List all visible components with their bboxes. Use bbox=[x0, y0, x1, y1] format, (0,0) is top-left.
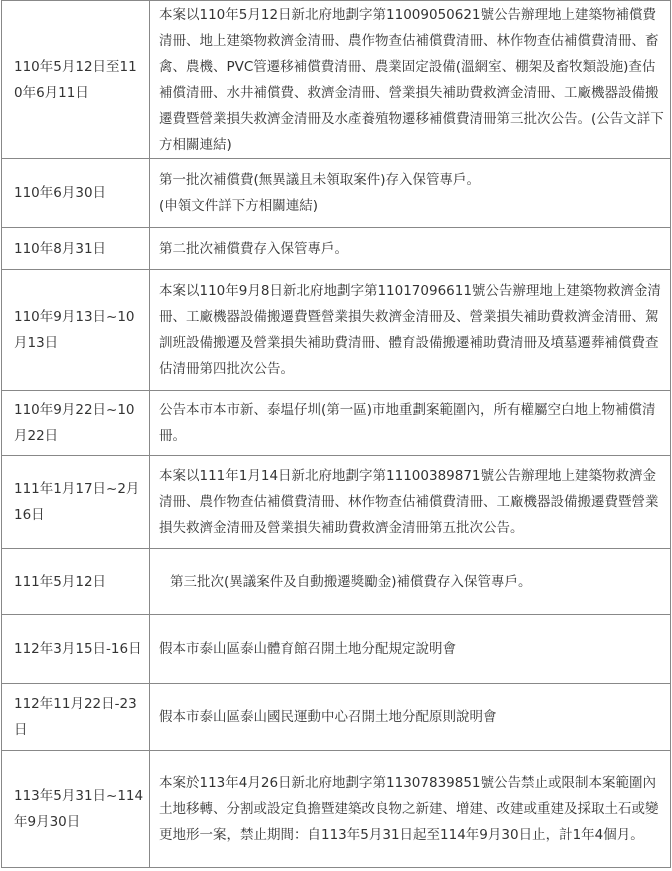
row-description bbox=[150, 456, 671, 549]
table-row bbox=[2, 1, 671, 159]
description-text: 第三批次(異議案件及自動搬遷獎勵金)補償費存入保管專戶。 bbox=[170, 573, 532, 590]
description-text: 假本市泰山區泰山體育館召開土地分配規定說明會 bbox=[159, 641, 456, 657]
row-date: 112年3月15日-16日 bbox=[2, 615, 150, 684]
row-description bbox=[150, 391, 671, 456]
table-row bbox=[2, 615, 671, 684]
row-date: 110年5月12日至110年6月11日 bbox=[2, 1, 150, 159]
schedule-table bbox=[1, 0, 671, 868]
description-text: 本案以110年9月8日新北府地劃字第11017096611號公告辦理地上建築物救濟金清冊、工廠機器設備搬遷費暨營業損失救濟金清冊及、營業損失補助費救濟金清冊、駕訓班設備搬遷及營業損失補助費清冊、體育設備搬遷補助費清冊及墳墓遷葬補償費查估清冊第四批次公告。 bbox=[159, 283, 661, 377]
row-description bbox=[150, 159, 671, 228]
row-description bbox=[150, 615, 671, 684]
description-text: 公告本市本市新、泰塭仔圳(第一區)市地重劃案範圍內，所有權屬空白地上物補償清冊。 bbox=[159, 402, 656, 444]
table-row bbox=[2, 159, 671, 228]
row-date: 111年1月17日~2月16日 bbox=[2, 456, 150, 549]
row-description bbox=[150, 684, 671, 751]
row-date: 110年6月30日 bbox=[2, 159, 150, 228]
row-description bbox=[150, 270, 671, 391]
description-text: 假本市泰山區泰山國民運動中心召開土地分配原則說明會 bbox=[159, 709, 497, 725]
description-text: 第一批次補償費(無異議且未領取案件)存入保管專戶。 bbox=[159, 172, 481, 188]
row-date: 110年8月31日 bbox=[2, 228, 150, 270]
table-row bbox=[2, 391, 671, 456]
description-text: 本案於113年4月26日新北府地劃字第11307839851號公告禁止或限制本案範圍內土地移轉、分割或設定負擔暨建築改良物之新建、增建、改建或重建及採取土石或變更地形一案，禁止期間：自113年5月31日起至114年9月30日止，計1年4個月。 bbox=[159, 775, 659, 843]
description-text: 第二批次補償費存入保管專戶。 bbox=[159, 240, 348, 257]
table-row bbox=[2, 751, 671, 868]
row-date: 113年5月31日~114年9月30日 bbox=[2, 751, 150, 868]
table-row bbox=[2, 549, 671, 615]
row-description bbox=[150, 751, 671, 868]
row-description bbox=[150, 228, 671, 270]
description-note: (申領文件詳下方相關連結) bbox=[159, 198, 319, 214]
table-row bbox=[2, 228, 671, 270]
row-date: 111年5月12日 bbox=[2, 549, 150, 615]
table-row bbox=[2, 270, 671, 391]
table-row bbox=[2, 456, 671, 549]
row-description bbox=[150, 1, 671, 159]
row-date: 112年11月22日-23日 bbox=[2, 684, 150, 751]
description-text: 本案以111年1月14日新北府地劃字第11100389871號公告辦理地上建築物救濟金清冊、農作物查估補償費清冊、林作物查估補償費清冊、工廠機器設備搬遷費暨營業損失救濟金清冊及營業損失補助費救濟金清冊第五批次公告。 bbox=[159, 468, 659, 536]
table-row bbox=[2, 684, 671, 751]
row-date: 110年9月13日~10月13日 bbox=[2, 270, 150, 391]
row-date: 110年9月22日~10月22日 bbox=[2, 391, 150, 456]
description-text: 本案以110年5月12日新北府地劃字第11009050621號公告辦理地上建築物補償費清冊、地上建築物救濟金清冊、農作物查估補償費清冊、林作物查估補償費清冊、畜禽、農機、PVC管遷移補償費清冊、農業固定設備(溫網室、棚架及畜牧類設施)查估補償清冊、水井補償費、救濟金清冊、營業損失補助費救濟金清冊、工廠機器設備搬遷費暨營業損失救濟金清冊及水產養殖物遷移補償費清冊第三批次公告。(公告文詳下方相關連結) bbox=[159, 6, 664, 153]
row-description bbox=[150, 549, 671, 615]
